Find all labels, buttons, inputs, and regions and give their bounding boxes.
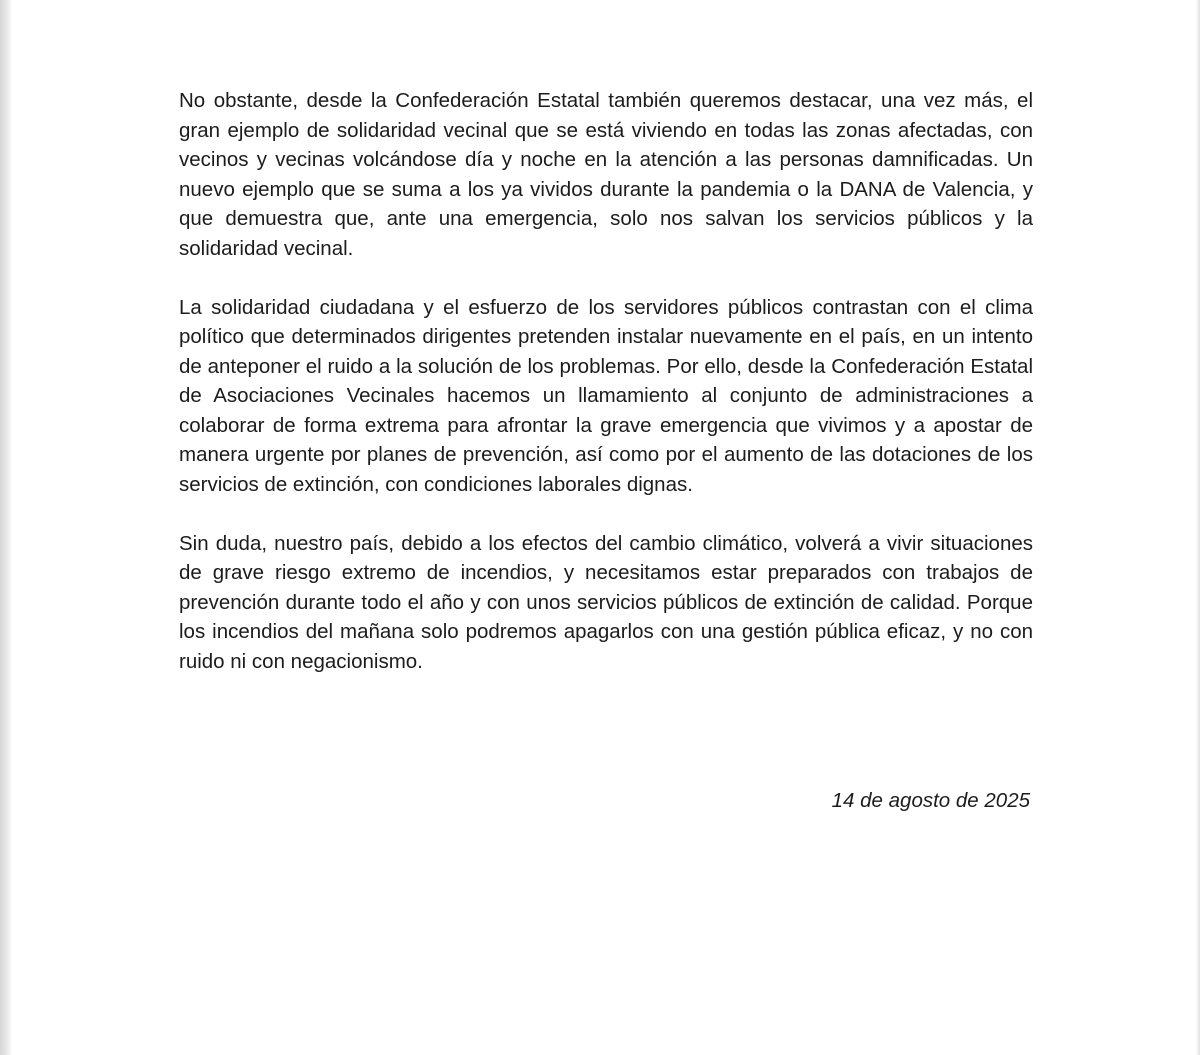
paragraph-clima-politico: La solidaridad ciudadana y el esfuerzo de los servidores públicos contrastan con el clima político que determinados dirigentes pretenden instalar nuevamente en el país, en un intento de anteponer el ruido a la solución de los problemas. Por ello, desde la Confederación Estatal de Asociaciones Vecinales hacemos un llamamiento al conjunto de administraciones a colaborar de forma extrema para afrontar la grave emergencia que vivimos y a apostar de manera urgente por planes de prevención, así como por el aumento de las dotaciones de los servicios de extinción, con condiciones laborales dignas. (179, 295, 1033, 496)
paragraph-solidaridad-vecinal: No obstante, desde la Confederación Estatal también queremos destacar, una vez más, el gran ejemplo de solidaridad vecinal que se está viviendo en todas las zonas afectadas, con vecinos y vecinas volcándose día y noche en la atención a las personas damnificadas. Un nuevo ejemplo que se suma a los ya vividos durante la pandemia o la DANA de Valencia, y que demuestra que, ante una emergencia, solo nos salvan los servicios públicos y la solidaridad vecinal. (179, 89, 1033, 260)
document-body (179, 86, 1033, 706)
document-date: 14 de agosto de 2025 (831, 789, 1030, 812)
page-left-shadow (0, 0, 12, 1055)
page-right-shadow (1196, 0, 1200, 1055)
paragraph-cambio-climatico: Sin duda, nuestro país, debido a los efectos del cambio climático, volverá a vivir situaciones de grave riesgo extremo de incendios, y necesitamos estar preparados con trabajos de prevención durante todo el año y con unos servicios públicos de extinción de calidad. Porque los incendios del mañana solo podremos apagarlos con una gestión pública eficaz, y no con ruido ni con negacionismo. (179, 531, 1033, 673)
